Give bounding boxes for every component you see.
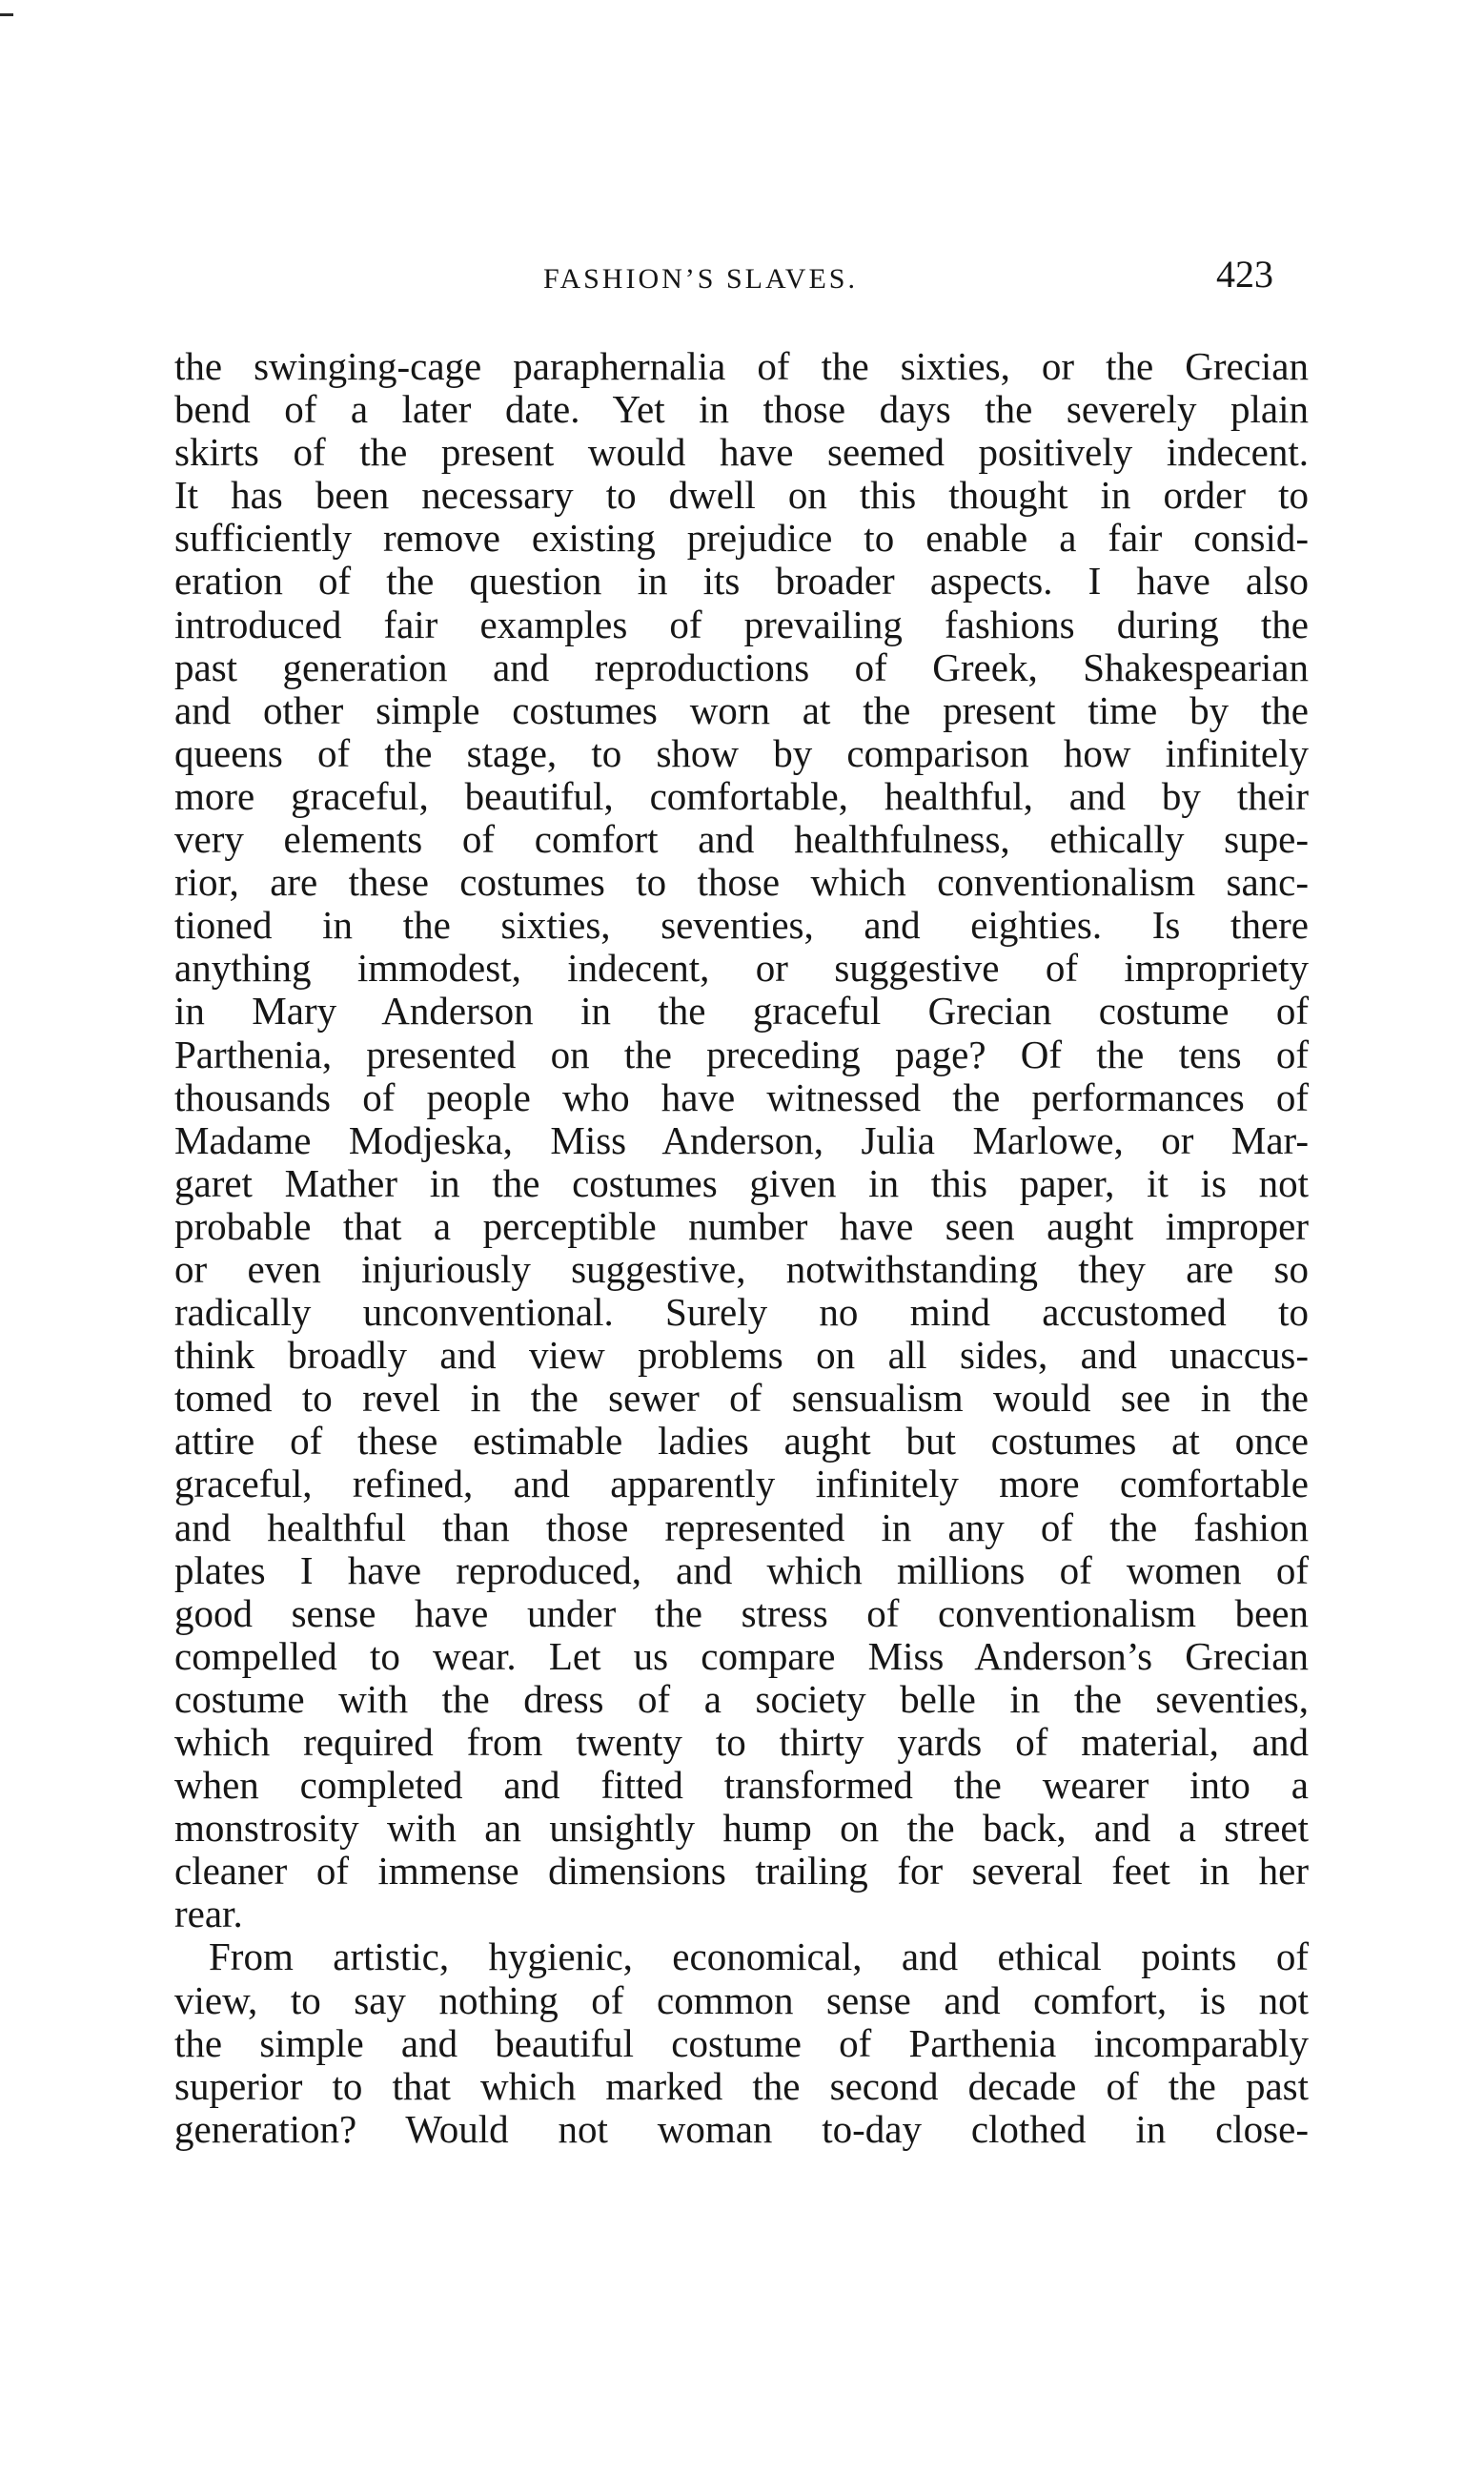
text-line: compelled to wear. Let us compare Miss Anderson’s Grecian	[174, 1633, 1309, 1678]
running-title: FASHION’S SLAVES.	[543, 263, 858, 295]
text-line: bend of a later date. Yet in those days the severely plain	[174, 387, 1309, 432]
text-line: in Mary Anderson in the graceful Grecian costume of	[174, 989, 1309, 1034]
text-line: and other simple costumes worn at the present time by the	[174, 687, 1309, 732]
text-line: graceful, refined, and apparently infinitely more comfortable	[174, 1462, 1309, 1506]
text-line: and healthful than those represented in any of the fashion	[174, 1505, 1309, 1549]
text-line: view, to say nothing of common sense and comfort, is not	[174, 1977, 1309, 2022]
text-line: sufficiently remove existing prejudice to enable a fair consid-	[174, 516, 1309, 561]
text-line: when completed and fitted transformed the wearer into a	[174, 1763, 1309, 1808]
text-line: plates I have reproduced, and which millions of women of	[174, 1547, 1309, 1592]
text-line: radically unconventional. Surely no mind accustomed to	[174, 1290, 1309, 1335]
text-line: attire of these estimable ladies aught but costumes at once	[174, 1419, 1309, 1464]
running-header	[0, 253, 1484, 313]
text-line: more graceful, beautiful, comfortable, healthful, and by their	[174, 773, 1309, 818]
text-line: anything immodest, indecent, or suggestive of impropriety	[174, 946, 1309, 991]
text-line: think broadly and view problems on all sides, and unaccus-	[174, 1333, 1309, 1378]
body-text	[174, 345, 1309, 2151]
text-line: queens of the stage, to show by comparison how infinitely	[174, 730, 1309, 775]
scan-edge-mark	[0, 13, 13, 16]
text-line: probable that a perceptible number have seen aught improper	[174, 1203, 1309, 1248]
paragraph-end-line: rear.	[174, 1892, 243, 1936]
text-line: tomed to revel in the sewer of sensualism would see in the	[174, 1376, 1309, 1421]
text-line: tioned in the sixties, seventies, and eighties. Is there	[174, 903, 1309, 948]
page-number: 423	[1216, 253, 1273, 296]
text-line: which required from twenty to thirty yards of material, and	[174, 1720, 1309, 1764]
text-line: It has been necessary to dwell on this thought in order to	[174, 473, 1309, 518]
text-line: garet Mather in the costumes given in this paper, it is not	[174, 1160, 1309, 1205]
text-line: good sense have under the stress of conventionalism been	[174, 1590, 1309, 1635]
text-line: Madame Modjeska, Miss Anderson, Julia Marlowe, or Mar-	[174, 1117, 1309, 1162]
text-line: rior, are these costumes to those which conventionalism sanc-	[174, 860, 1309, 905]
text-line: thousands of people who have witnessed the performances of	[174, 1075, 1309, 1119]
text-line: eration of the question in its broader aspects. I have also	[174, 559, 1309, 604]
text-line: introduced fair examples of prevailing fashions during the	[174, 602, 1309, 646]
paragraph-start-line: From artistic, hygienic, economical, and ethical points of	[209, 1935, 1309, 1979]
text-line: the simple and beautiful costume of Parthenia incomparably	[174, 2020, 1309, 2065]
text-line: monstrosity with an unsightly hump on the back, and a street	[174, 1806, 1309, 1851]
text-line: the swinging-cage paraphernalia of the sixties, or the Grecian	[174, 344, 1309, 388]
text-line: or even injuriously suggestive, notwithstanding they are so	[174, 1246, 1309, 1291]
text-line: Parthenia, presented on the preceding page? Of the tens of	[174, 1032, 1309, 1076]
text-line: generation? Would not woman to-day clothed in close-	[174, 2106, 1309, 2151]
text-line: costume with the dress of a society belle in the seventies,	[174, 1676, 1309, 1721]
text-line: cleaner of immense dimensions trailing for several feet in her	[174, 1849, 1309, 1894]
text-line: superior to that which marked the second decade of the past	[174, 2063, 1309, 2108]
text-line: past generation and reproductions of Greek, Shakespearian	[174, 645, 1309, 689]
text-line: very elements of comfort and healthfulness, ethically supe-	[174, 817, 1309, 862]
text-line: skirts of the present would have seemed positively indecent.	[174, 430, 1309, 475]
